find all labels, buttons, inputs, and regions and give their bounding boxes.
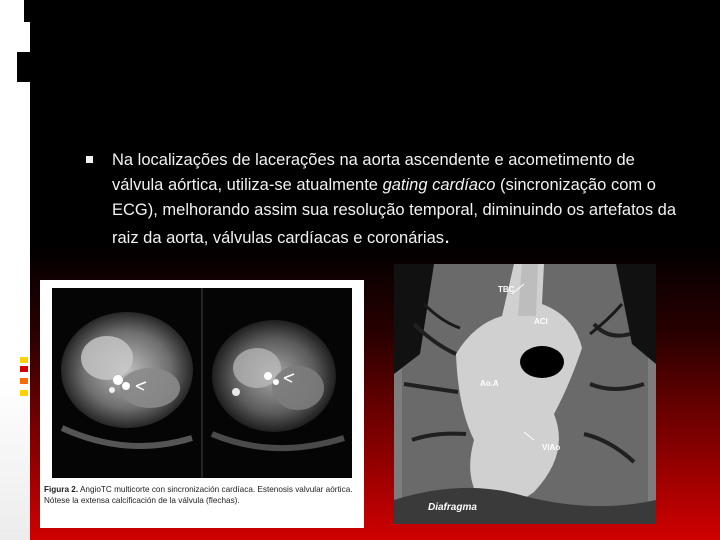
bullet-point — [86, 148, 686, 251]
bullet-text-part-1: Na localizações de lacerações na aorta ascendente e acometimento de válvula aórtica, utiliza-se atualmente — [112, 151, 635, 194]
aorta-angiogram-figure — [394, 264, 656, 524]
ct-scan-image — [52, 288, 352, 478]
label-diafragma: Diafragma — [428, 502, 477, 513]
accent-mark-red — [20, 366, 28, 372]
label-viao: VIAo — [542, 443, 561, 452]
accent-mark-orange — [20, 378, 28, 384]
square-bullet-icon — [86, 156, 93, 163]
figure-caption — [44, 485, 362, 506]
accent-mark-yellow — [20, 357, 28, 363]
accent-mark-yellow-2 — [20, 390, 28, 396]
label-aci: ACI — [534, 317, 548, 326]
bullet-text-italic: gating cardíaco — [382, 176, 496, 194]
decorative-top-dash — [24, 0, 30, 22]
label-aoa: Ao.A — [480, 379, 499, 388]
bullet-text — [112, 148, 686, 251]
bullet-final-period: . — [444, 223, 451, 248]
decorative-black-block — [17, 52, 30, 82]
ct-figure — [40, 280, 364, 528]
label-tbc: TBC — [498, 285, 515, 294]
figure-caption-label: Figura 2. — [44, 485, 79, 494]
bullet-text-part-2: (sincronização com o ECG), melhorando assim sua resolução temporal, diminuindo os artefatos da raiz da aorta, válvulas cardíacas e coronárias — [112, 176, 677, 247]
figure-caption-text: AngioTC multicorte con sincronización cardíaca. Estenosis valvular aórtica. Nótese la extensa calcificación de la válvula (flechas). — [44, 485, 353, 505]
